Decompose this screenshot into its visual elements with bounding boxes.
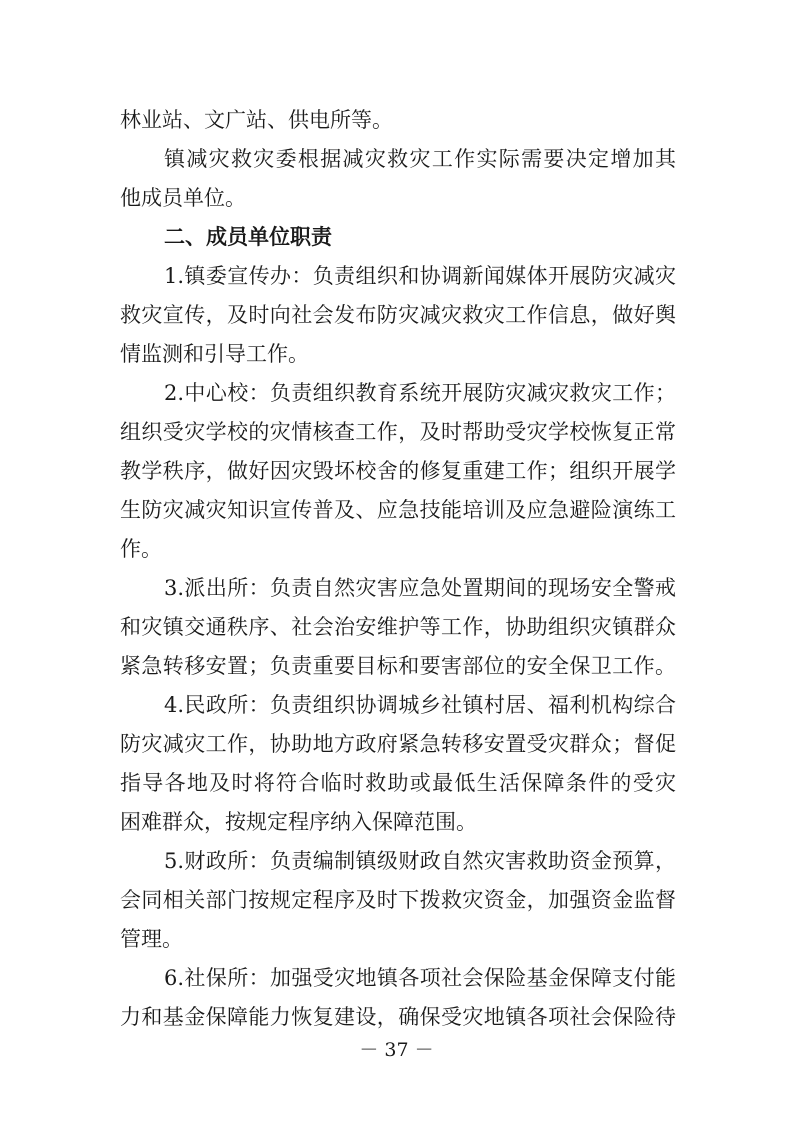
text-line: 他成员单位。 [120, 186, 246, 210]
body-text [120, 101, 676, 1037]
text-line: 指导各地及时将符合临时救助或最低生活保障条件的受灾 [120, 771, 676, 795]
text-line: 3.派出所：负责自然灾害应急处置期间的现场安全警戒 [164, 576, 676, 600]
text-line: 和灾镇交通秩序、社会治安维护等工作，协助组织灾镇群众 [120, 615, 676, 639]
page-number: － 37 － [359, 1039, 434, 1061]
text-line: 紧急转移安置；负责重要目标和要害部位的安全保卫工作。 [120, 654, 676, 678]
text-line: 镇减灾救灾委根据减灾救灾工作实际需要决定增加其 [164, 147, 676, 171]
text-line: 困难群众，按规定程序纳入保障范围。 [120, 810, 477, 834]
text-line: 林业站、文广站、供电所等。 [120, 108, 393, 132]
text-line: 4.民政所：负责组织协调城乡社镇村居、福利机构综合 [164, 693, 676, 717]
text-line: 管理。 [120, 927, 183, 951]
text-line: 教学秩序，做好因灾毁坏校舍的修复重建工作；组织开展学 [120, 459, 676, 483]
text-line: 2.中心校：负责组织教育系统开展防灾减灾救灾工作； [164, 381, 676, 405]
text-line: 组织受灾学校的灾情核查工作，及时帮助受灾学校恢复正常 [120, 420, 676, 444]
text-line: 力和基金保障能力恢复建设，确保受灾地镇各项社会保险待 [120, 1005, 676, 1029]
text-line: 5.财政所：负责编制镇级财政自然灾害救助资金预算， [164, 849, 676, 873]
text-line: 会同相关部门按规定程序及时下拨救灾资金，加强资金监督 [120, 888, 676, 912]
text-line: 生防灾减灾知识宣传普及、应急技能培训及应急避险演练工 [120, 498, 676, 522]
text-line: 防灾减灾工作，协助地方政府紧急转移安置受灾群众；督促 [120, 732, 676, 756]
text-line: 作。 [120, 537, 162, 561]
text-line: 救灾宣传，及时向社会发布防灾减灾救灾工作信息，做好舆 [120, 303, 676, 327]
text-line: 6.社保所：加强受灾地镇各项社会保险基金保障支付能 [164, 966, 676, 990]
text-line: 1.镇委宣传办：负责组织和协调新闻媒体开展防灾减灾 [164, 264, 676, 288]
section-heading: 二、成员单位职责 [164, 225, 332, 249]
text-line: 情监测和引导工作。 [120, 342, 309, 366]
